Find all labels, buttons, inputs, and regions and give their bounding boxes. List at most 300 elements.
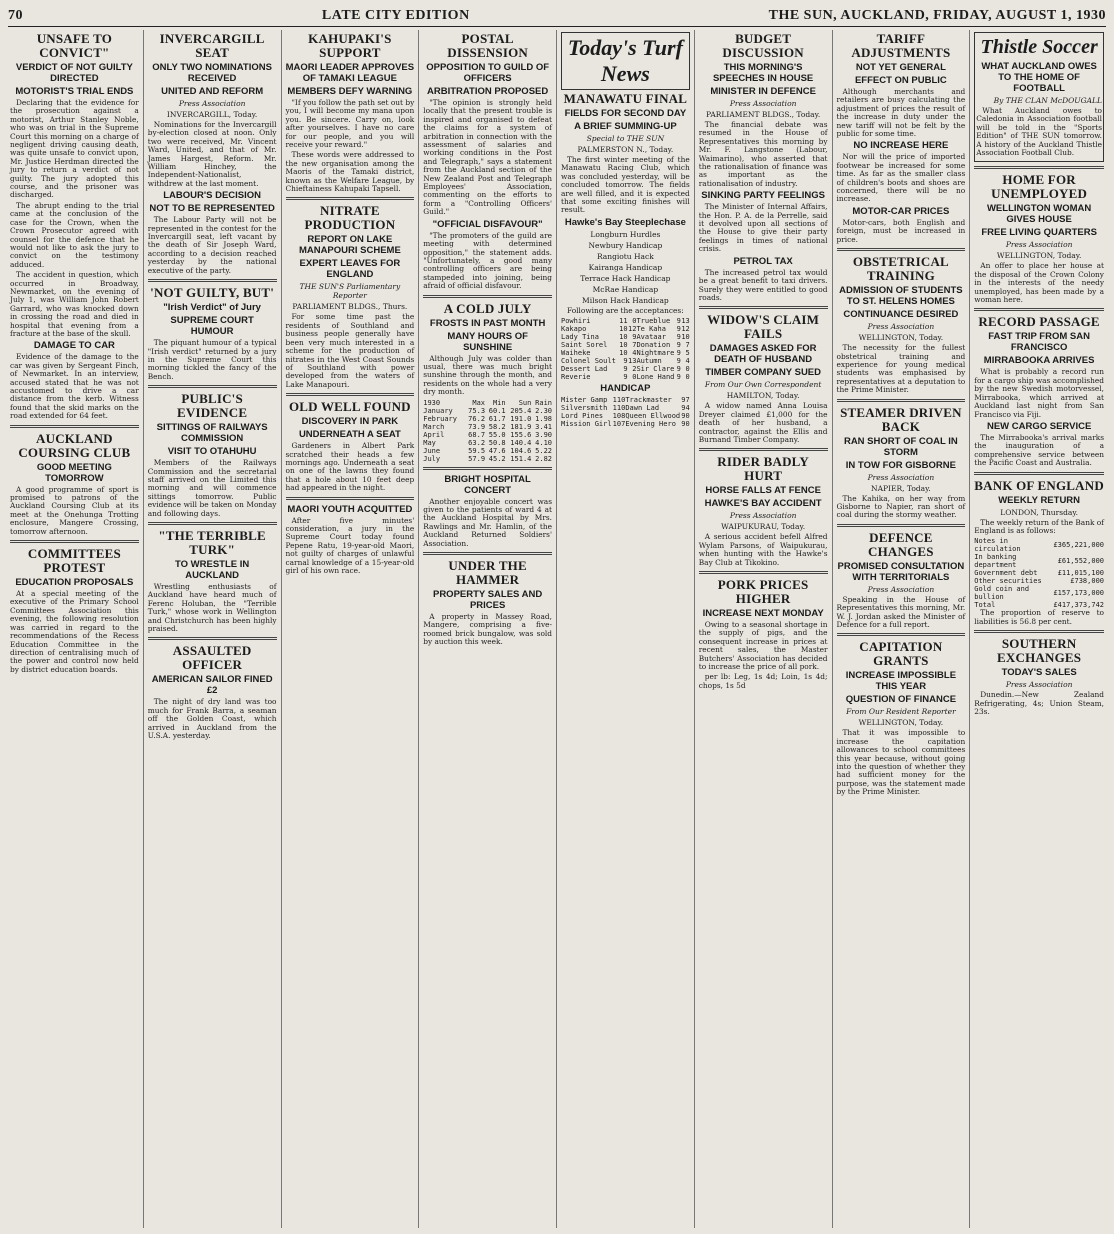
deck-summing-up: A BRIEF SUMMING-UP: [574, 121, 677, 132]
article-text: Although July was colder than usual, there was much bright sunshine through the month, and residents on the whole had a very dry month.: [423, 353, 552, 397]
table-cell: 9: [681, 420, 686, 429]
table-row: [561, 365, 690, 373]
divider: [974, 630, 1104, 633]
divider: [423, 295, 552, 298]
article-text: Motor-cars, both English and foreign, must be increased in price.: [836, 217, 966, 244]
divider: [286, 497, 415, 500]
table-cell: 181.9: [510, 422, 532, 431]
deck-court-humour: SUPREME COURT HUMOUR: [170, 315, 254, 338]
deck-irish-verdict: "Irish Verdict" of Jury: [163, 302, 261, 314]
headline-invercargill-seat: INVERCARGILL SEAT: [159, 31, 265, 60]
divider: [423, 552, 552, 555]
table-cell: 13: [628, 357, 637, 366]
dateline: HAMILTON, Today.: [726, 391, 800, 401]
table-cell: 8: [621, 412, 626, 421]
divider: [148, 279, 277, 282]
headline-budget-discussion: BUDGET DISCUSSION: [722, 31, 804, 60]
dateline: LONDON, Thursday.: [1000, 507, 1078, 517]
table-cell: 2.82: [535, 454, 552, 463]
credit: From Our Resident Reporter: [846, 707, 956, 717]
credit: Press Association: [178, 99, 246, 108]
deck-fields-second-day: FIELDS FOR SECOND DAY: [564, 108, 687, 119]
table-cell: 9: [623, 373, 628, 382]
table-cell: 5: [685, 349, 690, 358]
article-text: A property in Massey Road, Mangere, comprising a five-roomed brick bungalow, was sold by auction this week.: [423, 612, 552, 647]
headline-widows-claim: WIDOW'S CLAIM FAILS: [707, 312, 820, 342]
headline-record-passage: RECORD PASSAGE: [978, 314, 1100, 330]
table-cell: Colonel Soult: [561, 357, 616, 366]
column-5: [557, 30, 695, 1228]
table-header: 1930: [423, 398, 441, 407]
article-text: Declaring that the evidence for the prosecution against a motorist, Arthur Stanley Noble, who was on trial in the Supreme Court this morning on a charge of negligent driving causing death, was quite unsafe to convict upon, Mr. Justice Herdman directed the jury to return a verdict of not guilty. The jury adopted this course, and the prisoner was discharged.: [10, 98, 139, 200]
table-cell: 4: [685, 404, 690, 413]
masthead: [8, 6, 1106, 27]
deck-increase-monday: INCREASE NEXT MONDAY: [702, 607, 824, 619]
dateline: WELLINGTON, Today.: [858, 333, 944, 343]
table-cell: Avataar: [636, 333, 666, 342]
article-text: That it was impossible to increase the capitation allowances to school committees this year because, without going into the question of whether they had sufficient money for the purpose, was the statement made by the Prime Minister.: [836, 728, 966, 797]
deck-increase-impossible: INCREASE IMPOSSIBLE THIS YEAR: [845, 670, 957, 693]
page-number: 70: [8, 8, 23, 23]
table-cell: 1.98: [535, 414, 552, 423]
table-cell: 0: [685, 373, 690, 382]
table-cell: Trueblue: [636, 317, 671, 326]
divider: [837, 399, 966, 402]
deck-opposition-guild: OPPOSITION TO GUILD OF OFFICERS: [426, 62, 550, 84]
race-field: Milson Hack Handicap: [582, 295, 669, 305]
table-cell: 9: [623, 357, 628, 366]
deck-defy-warning: MEMBERS DEFY WARNING: [287, 86, 413, 97]
article-text: The weekly return of the Bank of England is as follows:: [974, 517, 1104, 535]
article-text: The accident in question, which occurred in Broadway, Newmarket, on the evening of July 1, was William John Robert Garrard, who was knocked down in crossing the road and died in hospital that evening from a fracture at the base of the skull.: [10, 270, 139, 338]
divider: [974, 472, 1104, 475]
headline-assaulted-officer: ASSAULTED OFFICER: [172, 643, 252, 673]
divider: [286, 393, 415, 396]
column-2: [144, 30, 282, 1228]
table-cell: Silversmith: [561, 404, 608, 413]
table-cell: Lord Pines: [561, 412, 604, 421]
table-cell: June: [423, 446, 441, 455]
acceptance-note: Following are the acceptances:: [567, 305, 684, 315]
table-row: [423, 423, 552, 431]
table-cell: Queen Ellwood: [625, 412, 681, 421]
deck-sunshine: MANY HOURS OF SUNSHINE: [447, 330, 528, 353]
headline-tariff-adjustments: TARIFF ADJUSTMENTS: [851, 31, 951, 60]
table-cell: 7: [621, 420, 626, 429]
table-row: [561, 420, 690, 428]
table-cell: 0: [632, 373, 637, 382]
table-cell: 13: [681, 317, 690, 326]
subhead-motor-car-prices: MOTOR-CAR PRICES: [852, 205, 950, 217]
table-row: [974, 569, 1104, 577]
divider: [699, 571, 828, 574]
table-header: Max: [472, 398, 486, 407]
article-text: The increased petrol tax would be a great benefit to taxi drivers. Surely they were entitled to good roads.: [698, 267, 828, 302]
table-row: [974, 537, 1104, 553]
table-cell: 10: [619, 349, 628, 358]
table-cell: 68.7: [468, 430, 486, 439]
headline-turf-news: Today's Turf News: [567, 35, 683, 86]
table-cell: 9: [676, 357, 681, 366]
table-cell: 10: [619, 325, 628, 334]
divider: [699, 448, 828, 451]
headline-manawatu-final: MANAWATU FINAL: [563, 91, 688, 106]
deck-visit-otahuhu: VISIT TO OTAHUHU: [167, 446, 257, 458]
table-cell: 9: [632, 333, 637, 342]
deck-free-quarters: FREE LIVING QUARTERS: [981, 227, 1097, 239]
table-header: Rain: [535, 398, 552, 407]
table-row: [561, 325, 690, 333]
table-cell: January: [423, 406, 453, 415]
table-cell: 45.2: [488, 454, 506, 463]
table-row: [423, 439, 552, 447]
table-cell: £61,552,000: [1057, 557, 1104, 566]
table-row: [561, 404, 690, 412]
divider: [423, 467, 552, 470]
deck-what-auckland-owes: WHAT AUCKLAND OWES TO THE HOME OF FOOTBALL: [981, 61, 1097, 94]
table-row: [423, 415, 552, 423]
deck-sailor-fined: AMERICAN SAILOR FINED £2: [151, 674, 273, 697]
table-cell: 12: [681, 325, 690, 334]
table-cell: 2.30: [535, 406, 552, 415]
article-text: Owing to a seasonal shortage in the supply of pigs, and the consequent increase in prices at recent sales, the Master Butchers' Association has decided to increase the price of all pork.: [698, 619, 828, 671]
deck-timber-company: TIMBER COMPANY SUED: [705, 367, 822, 379]
deck-not-yet-general: NOT YET GENERAL: [855, 62, 946, 73]
divider: [974, 166, 1104, 169]
headline-rider-hurt: RIDER BADLY HURT: [717, 454, 809, 484]
table-cell: February: [423, 414, 457, 423]
divider: [699, 306, 828, 309]
race-field: Rangiotu Hack: [596, 251, 654, 261]
table-cell: 0: [685, 420, 690, 429]
table-cell: Mister Gamp: [561, 396, 608, 405]
deck-speeches: THIS MORNING'S SPEECHES IN HOUSE: [712, 62, 814, 84]
article-text: Although merchants and retailers are busy calculating the adjustment of prices the result of the increase in duty under the new tariff will not be felt by the public for some time.: [836, 87, 966, 139]
table-cell: 7: [685, 396, 690, 405]
deck-motorists-trial: MOTORIST'S TRIAL ENDS: [15, 86, 134, 97]
deck-minister-defence: MINISTER IN DEFENCE: [710, 86, 816, 97]
divider: [974, 308, 1104, 311]
table-cell: 104.6: [510, 446, 532, 455]
subhead-official-disfavour: "OFFICIAL DISFAVOUR": [432, 218, 543, 230]
race-field: McRae Handicap: [592, 284, 659, 294]
table-cell: Dessert Lad: [561, 365, 608, 374]
table-cell: 9: [623, 365, 628, 374]
handicap-table: [561, 396, 690, 428]
headline-not-guilty-but: 'NOT GUILTY, BUT': [150, 285, 275, 301]
credit: Press Association: [867, 584, 935, 594]
table-cell: 9: [676, 373, 681, 382]
deck-united-reform: UNITED AND REFORM: [161, 86, 264, 97]
table-cell: £365,221,000: [1053, 541, 1104, 550]
deck-effect-public: EFFECT ON PUBLIC: [854, 75, 947, 86]
divider: [148, 637, 277, 640]
deck-hawkes-bay: HAWKE'S BAY ACCIDENT: [704, 498, 822, 510]
headline-home-unemployed: HOME FOR UNEMPLOYED: [991, 172, 1088, 202]
deck-maori-leader: MAORI LEADER APPROVES OF TAMAKI LEAGUE: [285, 62, 415, 84]
article-text: Wrestling enthusiasts of Auckland have heard much of Ferenc Holuban, the "Terrible Turk," whose work in Wellington and Christchurch has been highly praised.: [147, 581, 277, 633]
deck-wrestle-auckland: TO WRESTLE IN AUCKLAND: [175, 558, 250, 581]
credit: From Our Own Correspondent: [704, 380, 822, 390]
dateline: NAPIER, Today.: [871, 483, 931, 493]
headline-unsafe-to-convict: UNSAFE TO CONVICT": [36, 31, 113, 60]
article-text: The Minister of Internal Affairs, the Hon. P. A. de la Perrelle, said it devolved upon all sections of the House to give their party feelings in times of national crisis.: [698, 202, 828, 254]
table-cell: 11: [612, 396, 622, 405]
deck-fast-trip: FAST TRIP FROM SAN FRANCISCO: [988, 331, 1090, 354]
deck-in-tow: IN TOW FOR GISBORNE: [845, 459, 956, 471]
acceptances-table: [561, 317, 690, 381]
article-text: Nor will the price of imported footwear be increased for some time. As far as the smaller class of children's boots and shoes are concerned, there will be no increase.: [836, 152, 966, 204]
article-text: The proportion of reserve to liabilities is 56.8 per cent.: [974, 608, 1104, 626]
table-cell: Kakapo: [561, 325, 587, 334]
headline-defence-changes: DEFENCE CHANGES: [868, 529, 934, 559]
table-row: [561, 317, 690, 325]
race-field: Newbury Handicap: [588, 240, 663, 250]
headline-steamer-driven-back: STEAMER DRIVEN BACK: [840, 404, 962, 434]
column-6: [695, 30, 833, 1228]
deck-arbitration: ARBITRATION PROPOSED: [427, 86, 549, 97]
table-cell: 61.7: [488, 414, 506, 423]
article-text: A serious accident befell Alfred Wylam Parsons, of Waipukurau, when hunting with the Hawke's Bay Club at Tikokino.: [698, 532, 828, 567]
table-cell: 3.90: [535, 430, 552, 439]
table-header: Sun: [518, 398, 532, 407]
subhead-maori-youth: MAORI YOUTH ACQUITTED: [287, 503, 413, 515]
columns: [6, 30, 1108, 1228]
table-cell: 50.8: [488, 438, 506, 447]
table-cell: 58.2: [488, 422, 506, 431]
divider: [148, 522, 277, 525]
headline-cold-july: A COLD JULY: [443, 300, 532, 316]
table-row: [974, 577, 1104, 585]
article-text: The abrupt ending to the trial came at the conclusion of the case for the Crown, when the Crown Prosecutor agreed with counsel for the defence that he would not like to ask the jury to convict on the testimony adduced.: [10, 200, 139, 269]
subhead-cargo-service: NEW CARGO SERVICE: [986, 420, 1092, 432]
table-cell: Evening Hero: [625, 420, 676, 429]
headline-old-well: OLD WELL FOUND: [289, 399, 411, 415]
table-cell: 0: [685, 412, 690, 421]
table-cell: 11: [619, 317, 628, 326]
table-cell: 205.4: [510, 406, 532, 415]
table-cell: 9: [676, 341, 681, 350]
table-cell: 9: [681, 412, 686, 421]
table-row: [561, 333, 690, 341]
table-cell: 57.9: [468, 454, 486, 463]
deck-damages: DAMAGES ASKED FOR DEATH OF HUSBAND: [709, 343, 817, 366]
table-cell: 9: [676, 349, 681, 358]
deck-two-nominations: ONLY TWO NOMINATIONS RECEIVED: [152, 62, 272, 84]
credit: Press Association: [729, 99, 797, 108]
table-cell: 9: [676, 325, 681, 334]
deck-manapouri: REPORT ON LAKE MANAPOURI SCHEME: [298, 234, 401, 257]
table-cell: 140.4: [510, 438, 532, 447]
deck-education-proposals: EDUCATION PROPOSALS: [15, 577, 134, 589]
table-cell: Sir Clare: [636, 365, 675, 374]
article-text: The financial debate was resumed in the House of Representatives this morning by Mr. F. Langstone (Labour, Waimarino), who asserted that the rationalisation of finance was as important as the rationalisation of industry.: [698, 120, 828, 188]
article-text: "The opinion is strongly held locally that the present trouble is inspired and organised to defeat the claims for a system of arbitration in connection with the assessment of salaries and working conditions in the Post and Telegraph," says a statement from the Auckland section of the New Zealand Post and Telegraph Employees' Association, commenting on the efforts to form a "Controlling Officers' Guild.": [423, 98, 552, 217]
table-cell: 10: [612, 412, 622, 421]
table-cell: 12: [628, 325, 637, 334]
subhead-no-increase: NO INCREASE HERE: [853, 140, 949, 152]
divider: [10, 425, 139, 428]
table-header-row: [423, 399, 552, 407]
deck-underneath-seat: UNDERNEATH A SEAT: [298, 429, 401, 441]
article-text: At a special meeting of the executive of the Primary School Committees Association this evening, the following resolution was carried in regard to the recommendations of the Recess Education Committee in the direction of centralising much of the power and control now held by district education boards.: [10, 589, 139, 674]
price-list: per lb: Leg, 1s 4d; Loin, 1s 4d; chops, 1s 5d: [698, 672, 828, 690]
divider: [148, 385, 277, 388]
deck-weekly-return: WEEKLY RETURN: [998, 494, 1081, 506]
deck-expert-leaves: EXPERT LEAVES FOR ENGLAND: [299, 258, 401, 281]
article-text: Speaking in the House of Representatives this morning, Mr. W. J. Jordan asked the Minister of Defence for a full report.: [836, 594, 966, 629]
dateline: INVERCARGILL, Today.: [166, 110, 258, 119]
credit: THE SUN'S Parliamentary Reporter: [299, 282, 401, 301]
table-cell: 155.6: [510, 430, 532, 439]
headline-capitation-grants: CAPITATION GRANTS: [859, 639, 943, 669]
table-cell: Te Kaha: [636, 325, 666, 334]
byline: By THE CLAN McDOUGALL: [993, 96, 1102, 105]
table-row: [561, 373, 690, 381]
article-text: Another enjoyable concert was given to the patients of ward 4 at the Auckland Hospital by Mrs. Rawlings and Mr. Hamlin, of the Auckland Returned Soldiers' Association.: [423, 496, 552, 548]
deck-st-helens: ADMISSION OF STUDENTS TO ST. HELENS HOMES: [839, 285, 963, 308]
article-text: These words were addressed to the new organisation among the Maoris of the Tamaki district, known as the Welfare League, by Chieftainess Kahupaki Tapsell.: [285, 150, 415, 194]
deck-good-meeting: GOOD MEETING TOMORROW: [36, 461, 112, 484]
article-text: The Labour Party will not be represented in the contest for the Invercargill seat, left vacant by the death of Sir Joseph Ward, according to a decision reached yesterday by the national executive of the party.: [147, 215, 277, 275]
article-text: The night of dry land was too much for Frank Barra, a seaman off the Golden Coast, which arrived in Auckland from the U.S.A. yesterday.: [147, 697, 277, 741]
table-cell: Government debt: [974, 569, 1038, 578]
table-cell: 9: [676, 317, 681, 326]
table-cell: 75.3: [468, 406, 486, 415]
subhead-handicap: HANDICAP: [600, 383, 651, 395]
table-row: [423, 407, 552, 415]
table-cell: £738,000: [1070, 577, 1104, 586]
table-row: [974, 585, 1104, 601]
subhead-sinking-party: SINKING PARTY FEELINGS: [701, 190, 825, 202]
table-cell: 11: [612, 404, 622, 413]
headline-bank-of-england: BANK OF ENGLAND: [974, 477, 1104, 493]
deck-question-finance: QUESTION OF FINANCE: [845, 694, 957, 706]
credit: Special to THE SUN: [586, 134, 665, 143]
table-cell: 10: [619, 333, 628, 342]
table-cell: Nightmare: [636, 349, 675, 358]
table-cell: Saint Sorel: [561, 341, 608, 350]
article-text: Dunedin.—New Zealand Refrigerating, 4s; Union Steam, 23s.: [974, 690, 1104, 716]
table-cell: 10: [612, 420, 622, 429]
deck-woman-gives-house: WELLINGTON WOMAN GIVES HOUSE: [986, 203, 1092, 226]
deck-frosts: FROSTS IN PAST MONTH: [429, 317, 546, 329]
table-cell: 76.2: [468, 414, 486, 423]
table-row: [561, 349, 690, 357]
credit: Press Association: [1005, 240, 1073, 250]
table-cell: 59.5: [468, 446, 486, 455]
table-cell: April: [423, 430, 445, 439]
table-cell: 55.0: [488, 430, 506, 439]
thistle-soccer-box: [974, 32, 1104, 162]
article-text: For some time past the residents of Southland and business people generally have been very much interested in a scheme for the production of nitrates in the West Coast Sounds of Southland with power developed from the waters of Lake Manapouri.: [285, 312, 415, 389]
subhead-hospital-concert: BRIGHT HOSPITAL CONCERT: [444, 473, 531, 496]
article-text: After five minutes' consideration, a jury in the Supreme Court today found Pepene Ratu, 19-year-old Maori, not guilty of charges of unlawful carnal knowledge of a 15-year-old girl of his own race.: [285, 515, 415, 575]
deck-todays-sales: TODAY'S SALES: [1001, 667, 1077, 679]
race-field: Terrace Hack Handicap: [580, 273, 671, 283]
table-row: [974, 553, 1104, 569]
column-4: [419, 30, 557, 1228]
table-cell: Other securities: [974, 577, 1042, 586]
table-cell: Dawn Lad: [625, 404, 660, 413]
bank-table: [974, 537, 1104, 609]
table-cell: 60.1: [488, 406, 506, 415]
credit: Press Association: [867, 322, 935, 332]
subhead-labour-decision: LABOUR'S DECISION: [163, 190, 262, 202]
table-cell: 9: [681, 404, 686, 413]
article-text: The Mirrabooka's arrival marks the inauguration of a comprehensive service between the Pacific Coast and Australia.: [974, 432, 1104, 468]
table-cell: 7: [632, 341, 637, 350]
table-cell: Total: [974, 601, 996, 610]
dateline: WELLINGTON, Today.: [858, 718, 944, 728]
headline-under-hammer: UNDER THE HAMMER: [448, 558, 527, 587]
table-cell: In banking department: [974, 553, 1017, 570]
deck-property-sales: PROPERTY SALES AND PRICES: [432, 589, 543, 611]
article-text: "The promoters of the guild are meeting with determined opposition," the statement adds. "Unfortunately, a good many controlling officers are being stampeded into joining, being afraid of official disfavour.: [423, 230, 552, 291]
table-cell: £11,015,100: [1057, 569, 1104, 578]
table-cell: 9: [676, 333, 681, 342]
dateline: WELLINGTON, Today.: [996, 251, 1082, 261]
article-text: Members of the Railways Commission and the secretarial staff arrived on the Limited this morning and will commence sittings tomorrow. Public evidence will be taken on Monday and following days.: [147, 458, 277, 518]
table-row: [561, 396, 690, 404]
table-cell: March: [423, 422, 445, 431]
turf-news-box: [561, 32, 690, 90]
table-cell: Donation: [636, 341, 671, 350]
credit: Press Association: [867, 472, 935, 482]
table-cell: 73.9: [468, 422, 486, 431]
subhead-petrol-tax: PETROL TAX: [733, 255, 793, 267]
divider: [837, 524, 966, 527]
column-8: [970, 30, 1108, 1228]
headline-postal-dissension: POSTAL DISSENSION: [447, 31, 528, 60]
article-text: The necessity for the fullest obstetrical training and experience for young medical students was emphasised by representatives at a deputation to the Prime Minister.: [836, 343, 966, 395]
table-row: [423, 431, 552, 439]
table-cell: £157,173,000: [1053, 589, 1104, 598]
column-3: [282, 30, 420, 1228]
table-cell: 0: [632, 317, 637, 326]
table-cell: 2: [632, 365, 637, 374]
table-cell: 9: [681, 396, 686, 405]
table-cell: 10: [619, 341, 628, 350]
table-cell: 7: [685, 341, 690, 350]
article-text: What Auckland owes to Caledonia in Association football will be told in the "Sports Edition" of THE SUN tomorrow. A history of the Auckland Thistle Association Football Club.: [976, 106, 1102, 158]
table-cell: 47.6: [488, 446, 506, 455]
table-cell: Mission Girl: [561, 420, 612, 429]
table-cell: 63.2: [468, 438, 486, 447]
dateline: PALMERSTON N., Today.: [577, 145, 674, 154]
headline-publics-evidence: PUBLIC'S EVIDENCE: [177, 391, 248, 421]
article-text: Evidence of the damage to the car was given by Sergeant Finch, of Newmarket. In an interview, accused stated that he was not accustomed to drive a car distance from the kerb. Witness found that the skid marks on the road extended for 64 feet.: [10, 352, 139, 421]
headline-thistle-soccer: Thistle Soccer: [980, 36, 1098, 58]
table-cell: 4: [632, 349, 637, 358]
weather-table: [423, 399, 552, 463]
table-cell: 5.22: [535, 446, 552, 455]
table-row: [423, 447, 552, 455]
race-field: Kairanga Handicap: [588, 262, 663, 272]
article-text: A widow named Anna Louisa Dreyer claimed £1,000 for the death of her husband, a contractor, against the Ellis and Burnand Timber Company.: [698, 401, 828, 444]
article-text: The Kahika, on her way from Gisborne to Napier, ran short of coal during the stormy weather.: [836, 493, 966, 520]
paper-dateline: THE SUN, AUCKLAND, FRIDAY, AUGUST 1, 1930: [768, 8, 1106, 23]
table-cell: Trackmaster: [625, 396, 672, 405]
column-1: [6, 30, 144, 1228]
dateline: PARLIAMENT BLDGS., Today.: [706, 110, 821, 119]
table-cell: Reverie: [561, 373, 591, 382]
divider: [286, 197, 415, 200]
subhead-damage-to-car: DAMAGE TO CAR: [33, 340, 115, 352]
article-text: The first winter meeting of the Manawatu Racing Club, which was concluded yesterday, will be concluded tomorrow. The fields are well filled, and it is expected that some exciting finishes will result.: [561, 155, 690, 215]
table-cell: July: [423, 454, 441, 463]
subhead-steeplechase: Hawke's Bay Steeplechase: [564, 216, 686, 228]
